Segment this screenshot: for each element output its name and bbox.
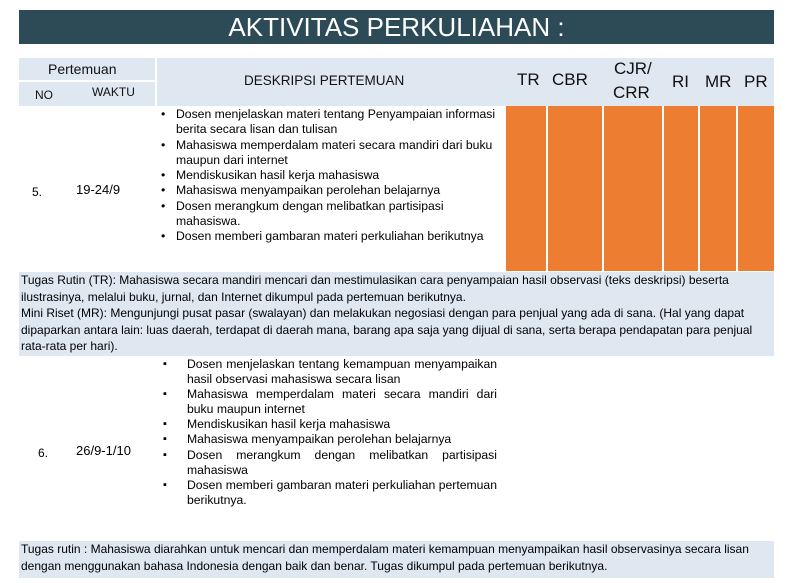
notes-block (19, 272, 774, 356)
list-item: • Mendiskusikan hasil kerja mahasiswa (157, 168, 497, 183)
list-item: ▪ Dosen menjelaskan tentang kemampuan menyampaikan hasil observasi mahasiswa secara lisan (157, 357, 497, 387)
pr-cell (738, 106, 774, 271)
header-no: NO (35, 88, 53, 102)
note-mini-riset: Mini Riset (MR): Mengunjungi pusat pasar (swalayan) dan melakukan negosiasi dengan para penjual yang ada di sana. (Hal yang dapat dipaparkan antara lain: luas daerah, terdapat di daerah mana, barang apa saja yang dijual di sana, serta berapa pendapatan para penjual rata-rata per hari). (21, 306, 753, 353)
list-item: • Dosen menjelaskan materi tentang Penyampaian informasi berita secara lisan dan tulisan (157, 107, 497, 138)
list-item: ▪ Dosen merangkum dengan melibatkan partisipasi mahasiswa (157, 448, 497, 478)
list-item: ▪ Mahasiswa menyampaikan perolehan belajarnya (157, 432, 497, 447)
row-no: 5. (32, 185, 43, 199)
ri-cell (664, 106, 698, 271)
list-item: ▪ Mahasiswa memperdalam materi secara mandiri dari buku maupun internet (157, 387, 497, 417)
list-item: • Dosen memberi gambaran materi perkuliahan berikutnya (157, 229, 497, 244)
notes-block (19, 541, 774, 578)
header-tr: TR (517, 70, 540, 89)
description-list (157, 107, 497, 245)
header-ri: RI (672, 72, 689, 91)
note-tugas-rutin: Tugas rutin : Mahasiswa diarahkan untuk mencari dan memperdalam materi kemampuan menyampaikan hasil observasinya secara lisan dengan menggunakan bahasa Indonesia dengan baik dan benar. Tugas dikumpul pada pertemuan berikutnya. (21, 542, 749, 573)
header-crr: CRR (613, 83, 650, 102)
tr-cell (506, 106, 546, 271)
page-title: AKTIVITAS PERKULIAHAN : (19, 10, 774, 44)
list-item: • Dosen merangkum dengan melibatkan partisipasi mahasiswa. (157, 199, 497, 230)
header-mr: MR (705, 72, 732, 91)
header-deskripsi: DESKRIPSI PERTEMUAN (244, 73, 405, 88)
header-pertemuan: Pertemuan (48, 61, 117, 77)
list-item: ▪ Dosen memberi gambaran materi perkuliahan pertemuan berikutnya. (157, 478, 497, 508)
list-item: • Mahasiswa menyampaikan perolehan belajarnya (157, 183, 497, 198)
header-cbr: CBR (552, 70, 588, 89)
mr-cell (700, 106, 736, 271)
header-waktu: WAKTU (92, 85, 135, 99)
row-no: 6. (38, 446, 49, 460)
cbr-cell (548, 106, 602, 271)
header-cjr: CJR/ (614, 59, 652, 78)
description-list (157, 357, 497, 508)
cjr-cell (604, 106, 662, 271)
header-pr: PR (744, 72, 768, 91)
list-item: • Mahasiswa memperdalam materi secara mandiri dari buku maupun dari internet (157, 138, 497, 169)
list-item: ▪ Mendiskusikan hasil kerja mahasiswa (157, 417, 497, 432)
row-waktu: 19-24/9 (76, 182, 121, 197)
note-tugas-rutin: Tugas Rutin (TR): Mahasiswa secara mandiri mencari dan mestimulasikan cara penyampaian hasil observasi (teks deskripsi) beserta ilustrasinya, melalui buku, jurnal, dan Internet dikumpul pada pertemuan berikutnya. (21, 273, 729, 304)
row-waktu: 26/9-1/10 (76, 443, 131, 458)
